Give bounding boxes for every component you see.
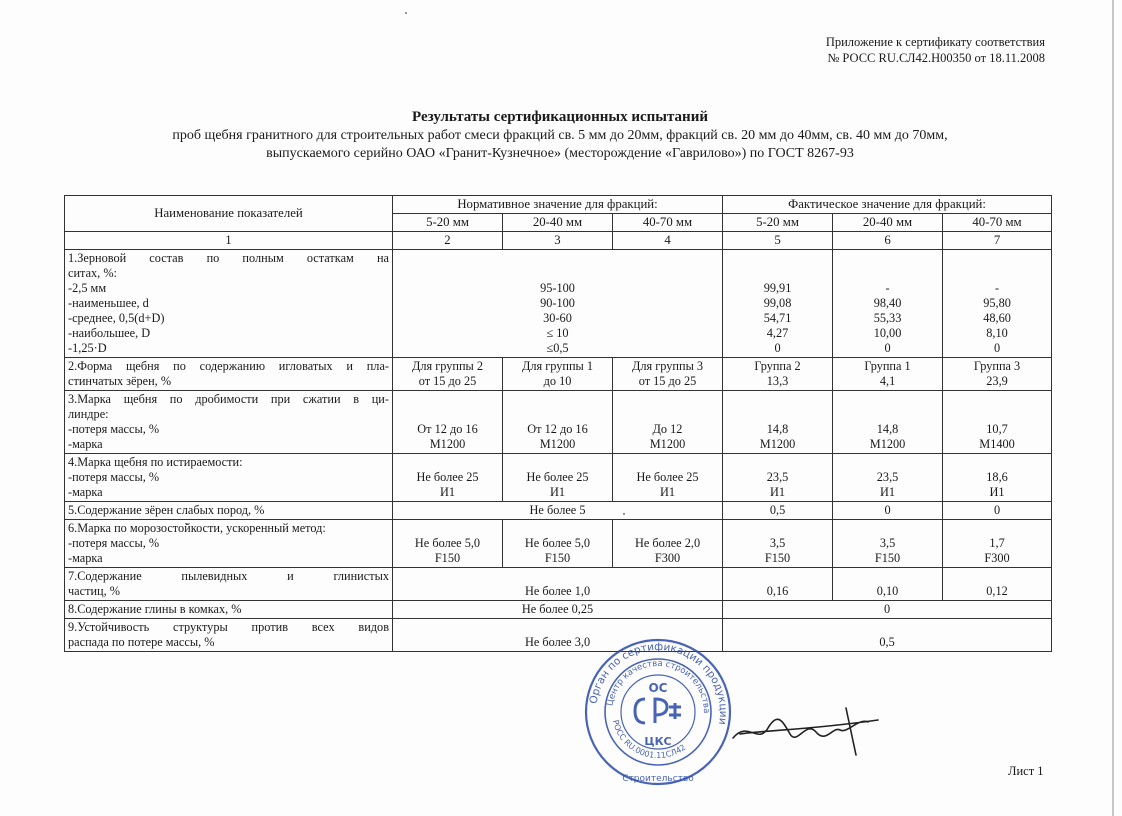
value-line: 99,08: [763, 296, 792, 310]
normative-value: [393, 391, 503, 454]
header-actual: Фактическое значение для фракций:: [723, 196, 1052, 214]
actual-value: [723, 520, 833, 568]
normative-value: [613, 520, 723, 568]
value-line: Для группы 3: [631, 359, 704, 373]
indicator-line: -2,5 мм: [68, 281, 107, 295]
column-number: 7: [943, 232, 1052, 250]
indicator-line: -потеря массы, %: [68, 470, 160, 484]
value-line: 8,10: [986, 326, 1008, 340]
document-title: Результаты сертификационных испытаний: [412, 109, 708, 125]
table-row: [65, 454, 1052, 502]
value-line: 4,27: [766, 326, 789, 340]
normative-value: [393, 454, 503, 502]
fraction-cell: 20-40 мм: [833, 214, 943, 232]
value-line: 0: [774, 341, 781, 355]
value-line: 99,91: [763, 281, 792, 295]
table-row: [65, 250, 1052, 358]
indicator-line: -наименьшее, d: [68, 296, 149, 310]
value-line: 0: [993, 341, 1001, 355]
value-line: 23,5: [876, 470, 899, 484]
indicator-line: -марка: [68, 485, 103, 499]
normative-value: [503, 358, 613, 391]
indicator-line: 4.Марка щебня по истираемости:: [68, 455, 243, 469]
indicator-line: частиц, %: [68, 584, 121, 598]
value-line: 18,6: [986, 470, 1008, 484]
indicator-line: 3.Марка щебня по дробимости при сжатии в ци-: [68, 392, 389, 406]
actual-value: 0: [723, 601, 1052, 619]
value-line: 14,8: [876, 422, 899, 436]
normative-value: [613, 454, 723, 502]
value-line: F150: [434, 551, 461, 565]
value-line: Не более 25: [526, 470, 589, 484]
indicator-line: -марка: [68, 437, 103, 451]
value-line: Для группы 2: [411, 359, 484, 373]
value-line: от 15 до 25: [638, 374, 697, 388]
table-row: [65, 601, 1052, 619]
column-number: 5: [723, 232, 833, 250]
actual-value: 0: [833, 502, 943, 520]
normative-value: [393, 520, 503, 568]
indicator-name: [65, 619, 393, 652]
value-line: F150: [544, 551, 571, 565]
stamp-inner-bottom-text: РОСС RU.0001.11СЛ42: [610, 718, 688, 761]
fraction-cell: 5-20 мм: [393, 214, 503, 232]
indicator-line: 2.Форма щебня по содержанию игловатых и пла-: [68, 359, 389, 373]
value-line: F150: [764, 551, 791, 565]
indicator-line: 7.Содержание пылевидных и глинистых: [68, 569, 389, 583]
value-line: 90-100: [540, 296, 575, 310]
normative-value: [393, 250, 723, 358]
column-number-row: [65, 232, 1052, 250]
rst-logo-icon: [635, 699, 681, 723]
value-line: F300: [984, 551, 1010, 565]
actual-value: [723, 391, 833, 454]
value-line: F300: [654, 551, 681, 565]
value-line: -: [885, 281, 890, 295]
actual-value: 0,5: [723, 619, 1052, 652]
indicator-line: стинчатых зёрен, %: [68, 374, 172, 388]
indicator-line: 6.Марка по морозостойкости, ускоренный метод:: [68, 521, 326, 535]
stamp-center-bottom: ЦКС: [644, 735, 672, 748]
subtitle-line-1: проб щебня гранитного для строительных работ смеси фракций св. 5 мм до 20мм, фракций св. 20 мм до 40мм, св. 40 мм до 70мм,: [172, 128, 948, 143]
value-line: 1,7: [989, 536, 1005, 550]
fraction-cell: 40-70 мм: [943, 214, 1052, 232]
certification-stamp: [583, 637, 733, 787]
indicator-line: -1,25·D: [68, 341, 107, 355]
value-line: 10,00: [873, 326, 902, 340]
value-line: И1: [660, 485, 676, 499]
normative-value: [613, 358, 723, 391]
value-line: 0: [884, 341, 891, 355]
value-line: ≤0,5: [546, 341, 569, 355]
actual-value: [833, 250, 943, 358]
actual-value: [943, 250, 1052, 358]
indicator-line: -потеря массы, %: [68, 422, 160, 436]
value-line: Не более 5,0: [414, 536, 481, 550]
value-line: И1: [989, 485, 1005, 499]
normative-value: [503, 391, 613, 454]
value-line: И1: [770, 485, 786, 499]
results-table: [64, 195, 1052, 652]
indicator-line: 5.Содержание зёрен слабых пород, %: [68, 503, 265, 517]
stamp-center-top: ОС: [648, 681, 668, 695]
actual-value: [833, 391, 943, 454]
value-line: М1200: [759, 437, 796, 451]
fraction-cell: 40-70 мм: [613, 214, 723, 232]
indicator-name: [65, 358, 393, 391]
indicator-name: [65, 250, 393, 358]
actual-value: [943, 454, 1052, 502]
value-line: 23,9: [986, 374, 1008, 388]
value-line: М1200: [649, 437, 686, 451]
value-line: 10,7: [986, 422, 1008, 436]
actual-value: 0,5: [723, 502, 833, 520]
column-number: 6: [833, 232, 943, 250]
table-row: [65, 568, 1052, 601]
value-line: 13,3: [766, 374, 789, 388]
value-line: 23,5: [766, 470, 789, 484]
column-number: 2: [393, 232, 503, 250]
value-line: Не более 25: [416, 470, 479, 484]
appendix-line-2: № РОСС RU.СЛ42.Н00350 от 18.11.2008: [827, 51, 1045, 65]
value-line: 3,5: [769, 536, 786, 550]
value-line: 30-60: [543, 311, 572, 325]
header-normative: Нормативное значение для фракций:: [393, 196, 723, 214]
indicator-line: -наибольшее, D: [68, 326, 151, 340]
actual-value: [833, 454, 943, 502]
indicator-name: [65, 391, 393, 454]
value-line: И1: [880, 485, 896, 499]
fraction-cell: 5-20 мм: [723, 214, 833, 232]
normative-value: [613, 391, 723, 454]
value-line: Группа 3: [973, 359, 1021, 373]
indicator-name: [65, 568, 393, 601]
value-line: 3,5: [879, 536, 896, 550]
indicator-line: линдре:: [68, 407, 109, 421]
value-line: От 12 до 16: [527, 422, 588, 436]
table-row: [65, 358, 1052, 391]
indicator-name: [65, 454, 393, 502]
normative-value: [503, 454, 613, 502]
indicator-line: 9.Устойчивость структуры против всех видов: [68, 620, 389, 634]
normative-value: Не более 1,0: [393, 568, 723, 601]
column-number: 4: [613, 232, 723, 250]
stamp-outer-text: Орган по сертификации продукции: [587, 640, 730, 726]
subtitle-line-2: выпускаемого серийно ОАО «Гранит-Кузнечное» (месторождение «Гаврилово») по ГОСТ 8267-93: [266, 146, 854, 161]
value-line: -: [994, 281, 1000, 295]
value-line: 55,33: [873, 311, 902, 325]
value-line: 4,1: [879, 374, 896, 388]
value-line: 14,8: [766, 422, 789, 436]
value-line: М1200: [869, 437, 906, 451]
table-row: [65, 520, 1052, 568]
value-line: М1400: [979, 437, 1015, 451]
value-line: 48,60: [983, 311, 1011, 325]
stamp-bottom-text: Строительство: [622, 774, 694, 784]
normative-value: [393, 358, 503, 391]
actual-value: [833, 358, 943, 391]
value-line: И1: [439, 485, 456, 499]
actual-value: [943, 520, 1052, 568]
actual-value: 0: [943, 502, 1052, 520]
value-line: От 12 до 16: [417, 422, 478, 436]
column-number: 1: [65, 232, 393, 250]
value-line: 95-100: [540, 281, 575, 295]
value-line: М1200: [539, 437, 576, 451]
value-line: 98,40: [873, 296, 902, 310]
signature: [728, 700, 888, 760]
value-line: И1: [549, 485, 566, 499]
actual-value: [723, 358, 833, 391]
header-indicator-name: Наименование показателей: [65, 196, 393, 232]
scan-speck: [405, 12, 407, 14]
value-line: До 12: [652, 422, 683, 436]
table-row: [65, 391, 1052, 454]
normative-value: Не более 0,25: [393, 601, 723, 619]
value-line: ≤ 10: [546, 326, 569, 340]
value-line: Группа 2: [754, 359, 801, 373]
appendix-line-1: Приложение к сертификату соответствия: [825, 35, 1045, 49]
normative-value: [503, 520, 613, 568]
actual-value: [833, 520, 943, 568]
indicator-line: -среднее, 0,5(d+D): [68, 311, 165, 325]
value-line: от 15 до 25: [418, 374, 477, 388]
actual-value: [723, 454, 833, 502]
normative-value: Не более 5: [393, 502, 723, 520]
indicator-name: [65, 520, 393, 568]
table-row: [65, 502, 1052, 520]
header-row: [65, 196, 1052, 214]
actual-value: 0,16: [723, 568, 833, 601]
indicator-line: 8.Содержание глины в комках, %: [68, 602, 242, 616]
stamp-inner-top-text: Центр качества строительства: [605, 658, 712, 714]
normative-value: Не более 3,0: [393, 619, 723, 652]
indicator-name: [65, 601, 393, 619]
value-line: Для группы 1: [521, 359, 594, 373]
actual-value: [943, 391, 1052, 454]
value-line: Не более 25: [636, 470, 699, 484]
value-line: М1200: [429, 437, 466, 451]
indicator-name: [65, 502, 393, 520]
indicator-line: распада по потере массы, %: [68, 635, 215, 649]
actual-value: 0,10: [833, 568, 943, 601]
value-line: Не более 5,0: [524, 536, 591, 550]
title-block: [60, 108, 1060, 163]
appendix-note: [826, 34, 1045, 66]
value-line: F150: [874, 551, 901, 565]
value-line: до 10: [543, 374, 572, 388]
actual-value: [723, 250, 833, 358]
table-row: [65, 619, 1052, 652]
column-number: 3: [503, 232, 613, 250]
value-line: Не более 2,0: [634, 536, 701, 550]
sheet-number: Лист 1: [1008, 764, 1044, 778]
indicator-line: 1.Зерновой состав по полным остаткам на: [68, 251, 389, 265]
fraction-cell: 20-40 мм: [503, 214, 613, 232]
indicator-line: ситах, %:: [68, 266, 117, 280]
value-line: 95,80: [983, 296, 1011, 310]
value-line: 54,71: [763, 311, 792, 325]
actual-value: [943, 358, 1052, 391]
page-edge-shadow: [1112, 0, 1114, 816]
value-line: Группа 1: [864, 359, 911, 373]
actual-value: 0,12: [943, 568, 1052, 601]
indicator-line: -марка: [68, 551, 103, 565]
indicator-line: -потеря массы, %: [68, 536, 160, 550]
